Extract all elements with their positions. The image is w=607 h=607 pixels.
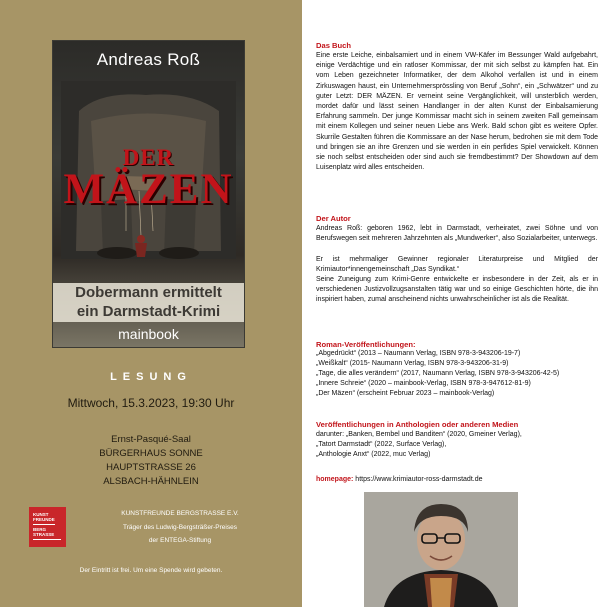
cover-publisher: mainbook xyxy=(118,326,179,342)
logo-text-3: BERG xyxy=(33,527,47,532)
book-cover xyxy=(53,41,244,347)
anthology-item: darunter: „Banken, Bembel und Banditen“ (2020, Gmeiner Verlag), xyxy=(316,431,522,438)
event-datetime: Mittwoch, 15.3.2023, 19:30 Uhr xyxy=(67,396,235,410)
logo-text-4: STRASSE xyxy=(33,532,55,537)
admission-note: Der Eintritt ist frei. Um eine Spende wird gebeten. xyxy=(79,567,223,574)
venue-building: BÜRGERHAUS SONNE xyxy=(99,448,203,459)
cover-title: MÄZEN xyxy=(63,166,234,213)
author-bio-3: Seine Zuneigung zum Krimi-Genre entwickelte er insbesondere in der Zeit, als er in verschiedenen Justizvollzugsanstalten tätig war und so einige Geschichten hörte, die ihn inspiriert haben, zumal anscheinend nichts unwahrscheinlicher ist als die Realität. xyxy=(316,276,598,304)
cover-author: Andreas Roß xyxy=(96,50,201,69)
anthology-item: „Tatort Darmstadt“ (2022, Surface Verlag), xyxy=(316,441,447,448)
organizer-prize: Träger des Ludwig-Bergsträßer-Preises xyxy=(123,524,237,531)
author-portrait-illustration xyxy=(364,492,518,607)
event-label: LESUNG xyxy=(110,371,192,383)
homepage-label: homepage: xyxy=(316,476,354,483)
venue-town: ALSBACH-HÄHNLEIN xyxy=(103,476,199,487)
logo-text-1: KUNST xyxy=(33,512,49,517)
author-bio-2: Er ist mehrmaliger Gewinner regionaler Literaturpreise und Mitglied der Krimiautor*innengemeinschaft „Das Syndikat.“ xyxy=(316,256,598,274)
author-photo xyxy=(364,492,518,607)
anthology-item: „Anthologie Anxt“ (2022, muc Verlag) xyxy=(316,451,431,458)
homepage-line xyxy=(316,476,598,483)
author-bio-1: Andreas Roß: geboren 1962, lebt in Darmstadt, verheiratet, zwei Söhne und von Berufswegen seit mehreren Jahrzehnten als „Mundwerker“, also Sozialarbeiter, unterwegs. xyxy=(316,225,598,243)
author-heading: Der Autor xyxy=(316,214,351,223)
novel-item: „Der Mäzen“ (erscheint Februar 2023 – mainbook-Verlag) xyxy=(316,390,495,397)
novel-item: „Tage, die alles verändern“ (2017, Naumann Verlag, ISBN 978-3-943206-42-5) xyxy=(316,370,560,377)
novel-item: „Weißkalt“ (2015- Naumann Verlag, ISBN 978-3-943206-31-9) xyxy=(316,360,509,367)
venue-street: HAUPTSTRASSE 26 xyxy=(106,462,196,473)
cover-subtitle-2: ein Darmstadt-Krimi xyxy=(76,303,221,320)
cover-subtitle-1: Dobermann ermittelt xyxy=(75,284,222,301)
book-heading: Das Buch xyxy=(316,41,352,50)
organizer-name: KUNSTFREUNDE BERGSTRASSE E.V. xyxy=(121,510,239,517)
novels-heading: Roman-Veröffentlichungen: xyxy=(316,340,416,349)
logo-text-2: FREUNDE xyxy=(33,517,55,522)
novel-item: „Innere Schreie“ (2020 – mainbook-Verlag, ISBN 978-3-947612-81-9) xyxy=(316,380,531,387)
logo-divider-2 xyxy=(33,539,61,540)
anthologies-heading: Veröffentlichungen in Anthologien oder anderen Medien xyxy=(316,420,519,429)
cover-title-article: DER xyxy=(122,145,175,170)
kunstfreunde-logo xyxy=(29,507,66,547)
novel-item: „Abgedrückt“ (2013 – Naumann Verlag, ISBN 978-3-943206-19-7) xyxy=(316,350,521,357)
logo-divider xyxy=(33,524,55,525)
book-description: Eine erste Leiche, einbalsamiert und in einem VW-Käfer im Bessunger Wald aufgebahrt, einige Verdächtige und ein ratloser Kommissar, der mit sich selbst zu kämpfen hat. Ein vom Leben gezeichneter Informatiker, der dem Alkohol verfallen ist und in einem Zirkuswagen haust, ein Unternehmersprössling von Beruf „Sohn“, ein „Schwätzer“ und zu guter Letzt: DER MÄZEN. Er verneint seine Vergänglichkeit, will unsterblich werden, mordet dafür und lässt seinen Handlanger in der alten Kunst der Einbalsamierung Erfahrung sammeln. Der junge Kommissar macht sich in seinem zweiten Fall gemeinsam mit einem Kollegen und seiner neuen Liebe ans Werk. Bald schon gibt es weitere Opfer. Skurrile Gestalten führen die Kommissare an der Nase herum, bedrohen sie mit dem Tode und bringen sie an ihre Grenzen und sie werden in ein perfides Spiel verwickelt. Können sie noch selbst entscheiden oder sind auch sie fremdbestimmt? Der Showdown auf dem Luisenplatz wird alles entscheiden. xyxy=(316,52,598,172)
organizer-foundation: der ENTEGA-Stiftung xyxy=(148,537,212,544)
venue-hall: Ernst-Pasqué-Saal xyxy=(111,434,191,445)
homepage-link[interactable]: https://www.krimiautor-ross-darmstadt.de xyxy=(355,476,483,483)
